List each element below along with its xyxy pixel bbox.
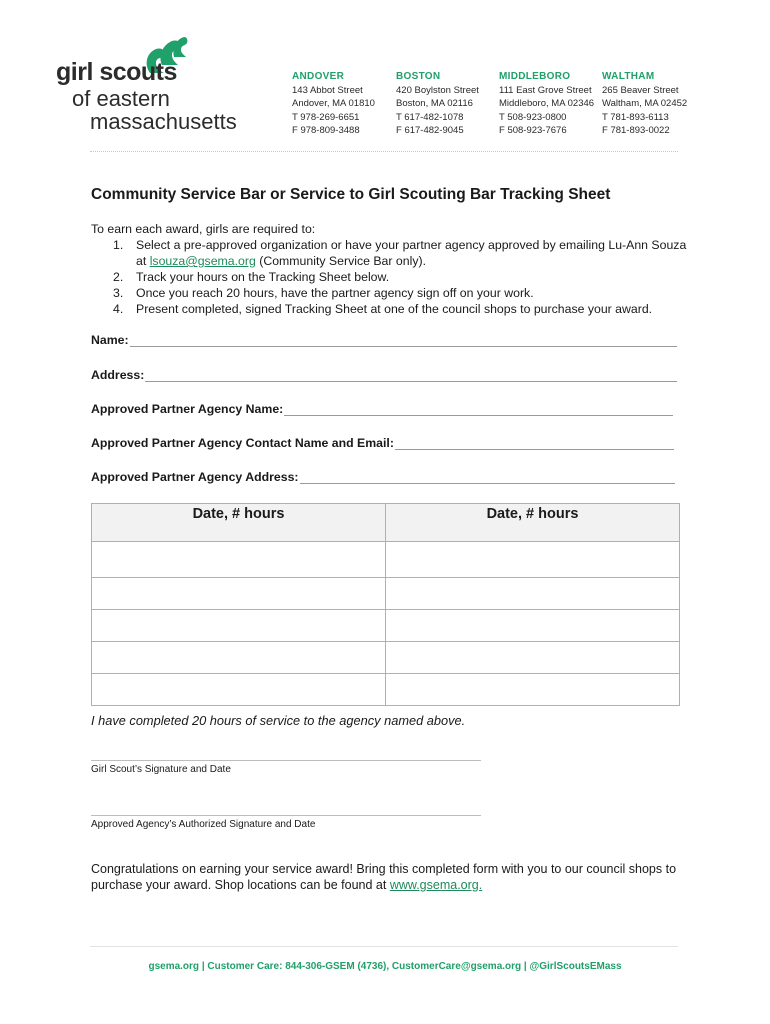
completion-statement: I have completed 20 hours of service to the agency named above. — [91, 713, 466, 728]
office-town: Waltham, MA 02452 — [602, 98, 688, 109]
email-link[interactable]: lsouza@gsema.org — [149, 254, 256, 268]
table-cell[interactable] — [92, 674, 386, 706]
table-cell[interactable] — [386, 674, 680, 706]
requirements-list — [91, 237, 691, 317]
list-number: 2. — [113, 270, 124, 284]
office-city: MIDDLEBORO — [499, 71, 571, 82]
scout-signature-line[interactable] — [91, 760, 481, 761]
table-cell[interactable] — [92, 642, 386, 674]
logo-text-massachusetts: massachusetts — [90, 109, 237, 134]
table-row — [92, 610, 680, 642]
office-phone: T 978-269-6651 — [292, 111, 360, 123]
table-cell[interactable] — [386, 578, 680, 610]
office-city: WALTHAM — [602, 71, 655, 82]
list-item — [91, 237, 691, 269]
office-phone: T 617-482-1078 — [396, 111, 464, 123]
step-text: (Community Service Bar only). — [255, 254, 426, 268]
agency-signature-label: Approved Agency’s Authorized Signature and Date — [91, 819, 316, 830]
office-phone: T 781-893-6113 — [602, 111, 669, 123]
page-title: Community Service Bar or Service to Girl Scouting Bar Tracking Sheet — [91, 186, 611, 203]
list-number: 3. — [113, 286, 124, 300]
address-label: Address: — [91, 368, 145, 382]
office-middleboro — [499, 70, 603, 138]
office-town: Boston, MA 02116 — [396, 98, 473, 109]
office-city: BOSTON — [396, 71, 441, 82]
office-fax: F 781-893-0022 — [602, 125, 670, 136]
step-text: Select a pre-approved organization or have your partner agency approved by emailing Lu-Ann Souza at — [136, 238, 687, 268]
step-text: Track your hours on the Tracking Sheet below. — [136, 270, 390, 284]
agency-contact-label: Approved Partner Agency Contact Name and Email: — [91, 436, 394, 450]
table-row — [92, 642, 680, 674]
congratulations-text — [91, 861, 691, 893]
office-city: ANDOVER — [292, 71, 345, 82]
name-input-line[interactable] — [130, 334, 677, 347]
office-phone: T 508-923-0800 — [499, 111, 567, 123]
table-cell[interactable] — [92, 610, 386, 642]
office-street: 111 East Grove Street — [499, 84, 592, 96]
scout-signature-label: Girl Scout’s Signature and Date — [91, 764, 231, 775]
column-header: Date, # hours — [386, 504, 680, 542]
list-item — [91, 269, 691, 285]
office-town: Andover, MA 01810 — [292, 98, 375, 109]
list-item — [91, 301, 691, 317]
agency-contact-input-line[interactable] — [395, 437, 674, 450]
agency-address-label: Approved Partner Agency Address: — [91, 470, 299, 484]
logo-text-of-eastern: of eastern — [72, 86, 170, 111]
table-cell[interactable] — [92, 578, 386, 610]
table-cell[interactable] — [386, 642, 680, 674]
congrats-body: Congratulations on earning your service award! Bring this completed form with you to our council shops to purchase your award. Shop locations can be found at — [91, 862, 677, 892]
table-cell[interactable] — [386, 542, 680, 578]
office-street: 143 Abbot Street — [292, 84, 363, 96]
list-item — [91, 285, 691, 301]
table-row — [92, 578, 680, 610]
hours-tracking-table — [91, 503, 680, 706]
office-waltham — [602, 70, 702, 138]
name-label: Name: — [91, 333, 129, 347]
logo-text-girl-scouts: girl scouts — [56, 58, 177, 86]
agency-address-field — [91, 470, 675, 484]
list-number: 1. — [113, 238, 124, 252]
list-number: 4. — [113, 302, 124, 316]
footer-divider — [90, 946, 678, 947]
office-fax: F 978-809-3488 — [292, 125, 360, 136]
office-fax: F 508-923-7676 — [499, 125, 567, 136]
office-street: 265 Beaver Street — [602, 84, 679, 96]
address-input-line[interactable] — [145, 369, 677, 382]
name-field — [91, 333, 677, 347]
agency-name-label: Approved Partner Agency Name: — [91, 402, 284, 416]
office-boston — [396, 70, 496, 138]
table-row — [92, 674, 680, 706]
header-divider — [90, 151, 678, 152]
office-andover — [292, 70, 392, 138]
agency-name-input-line[interactable] — [284, 403, 673, 416]
agency-name-field — [91, 402, 673, 416]
table-cell[interactable] — [386, 610, 680, 642]
office-street: 420 Boylston Street — [396, 84, 479, 96]
agency-contact-field — [91, 436, 674, 450]
agency-signature-line[interactable] — [91, 815, 481, 816]
office-town: Middleboro, MA 02346 — [499, 98, 595, 109]
step-text: Once you reach 20 hours, have the partner agency sign off on your work. — [136, 286, 534, 300]
agency-address-input-line[interactable] — [300, 471, 675, 484]
table-header-row — [92, 504, 680, 542]
website-link[interactable]: www.gsema.org. — [389, 878, 483, 892]
office-fax: F 617-482-9045 — [396, 125, 464, 136]
address-field — [91, 368, 677, 382]
footer-contact: gsema.org | Customer Care: 844-306-GSEM (4736), CustomerCare@gsema.org | @GirlScoutsEMass — [148, 961, 622, 972]
table-cell[interactable] — [92, 542, 386, 578]
intro-text: To earn each award, girls are required to: — [91, 222, 316, 236]
table-row — [92, 542, 680, 578]
column-header: Date, # hours — [92, 504, 386, 542]
step-text: Present completed, signed Tracking Sheet at one of the council shops to purchase your award. — [136, 302, 653, 316]
